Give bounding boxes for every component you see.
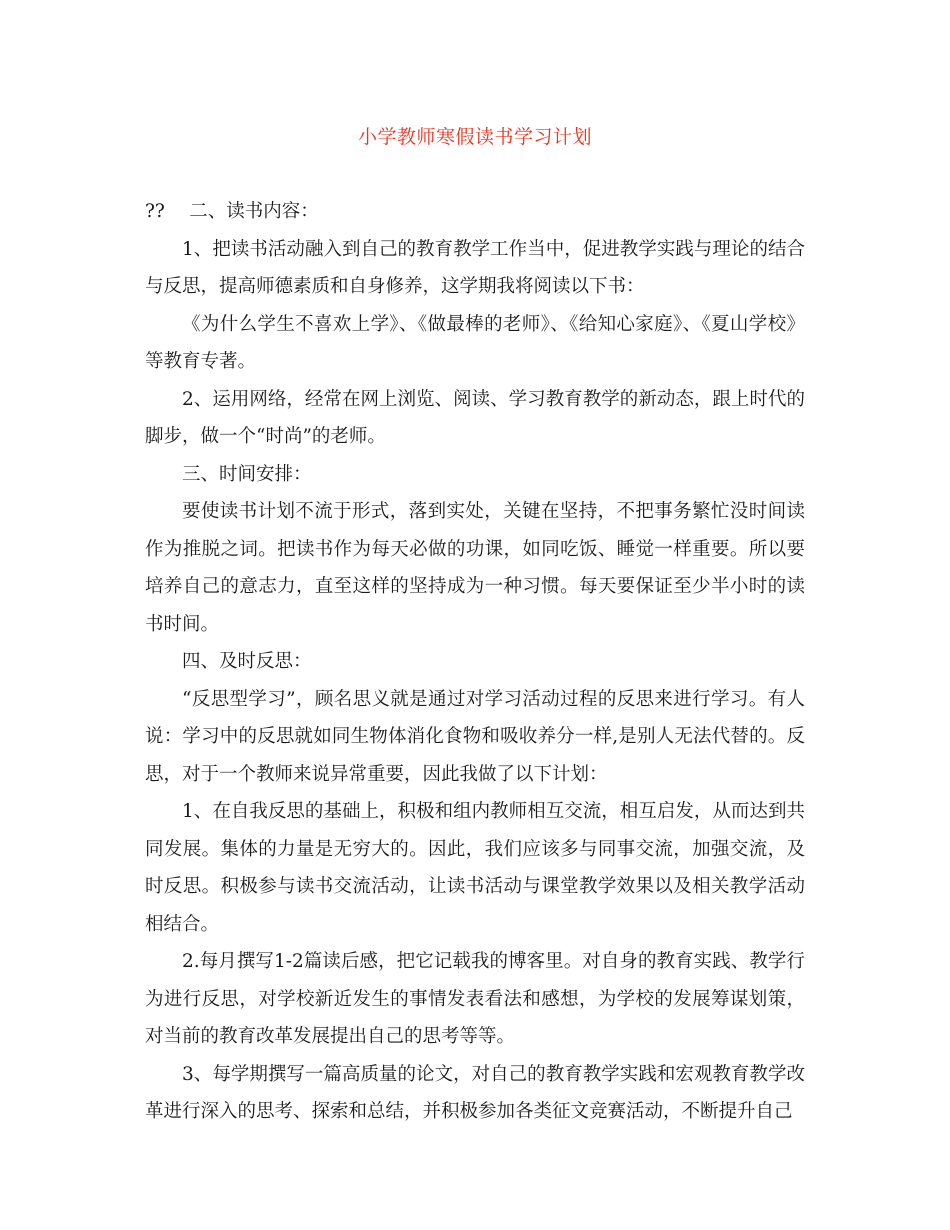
paragraph: 1、在自我反思的基础上，积极和组内教师相互交流，相互启发，从而达到共同发展。集体的力量是无穷大的。因此，我们应该多与同事交流，加强交流，及时反思。积极参与读书交流活动，让读书活动与课堂教学效果以及相关教学活动相结合。 bbox=[145, 801, 805, 935]
section-heading-reading-content: ?? 二、读书内容： bbox=[145, 201, 319, 222]
paragraph: 要使读书计划不流于形式，落到实处，关键在坚持，不把事务繁忙没时间读作为推脱之词。把读书作为每天必做的功课，如同吃饭、睡觉一样重要。所以要培养自己的意志力，直至这样的坚持成为一种习惯。每天要保证至少半小时的读书时间。 bbox=[145, 501, 805, 635]
document-title: 小学教师寒假读书学习计划 bbox=[357, 126, 592, 148]
paragraph: 3、每学期撰写一篇高质量的论文，对自己的教育教学实践和宏观教育教学改革进行深入的思考、探索和总结，并积极参加各类征文竞赛活动，不断提升自己 bbox=[145, 1063, 805, 1122]
section-heading-reflection: 四、及时反思： bbox=[182, 651, 312, 672]
paragraph: 1、把读书活动融入到自己的教育教学工作当中，促进教学实践与理论的结合与反思，提高师德素质和自身修养，这学期我将阅读以下书： bbox=[145, 238, 805, 297]
paragraph: 2.每月撰写1-2篇读后感，把它记载我的博客里。对自身的教育实践、教学行为进行反思，对学校新近发生的事情发表看法和感想，为学校的发展筹谋划策，对当前的教育改革发展提出自己的思考等等。 bbox=[145, 951, 805, 1047]
paragraph: “反思型学习”，顾名思义就是通过对学习活动过程的反思来进行学习。有人说：学习中的反思就如同生物体消化食物和吸收养分一样,是别人无法代替的。反思，对于一个教师来说异常重要，因此我做了以下计划： bbox=[145, 688, 805, 785]
section-heading-schedule: 三、时间安排： bbox=[182, 463, 312, 485]
document-body bbox=[145, 193, 805, 1131]
paragraph: 2、运用网络，经常在网上浏览、阅读、学习教育教学的新动态，跟上时代的脚步，做一个“时尚”的老师。 bbox=[145, 388, 805, 447]
paragraph: 《为什么学生不喜欢上学》、《做最棒的老师》、《给知心家庭》、《夏山学校》等教育专著。 bbox=[145, 313, 805, 372]
